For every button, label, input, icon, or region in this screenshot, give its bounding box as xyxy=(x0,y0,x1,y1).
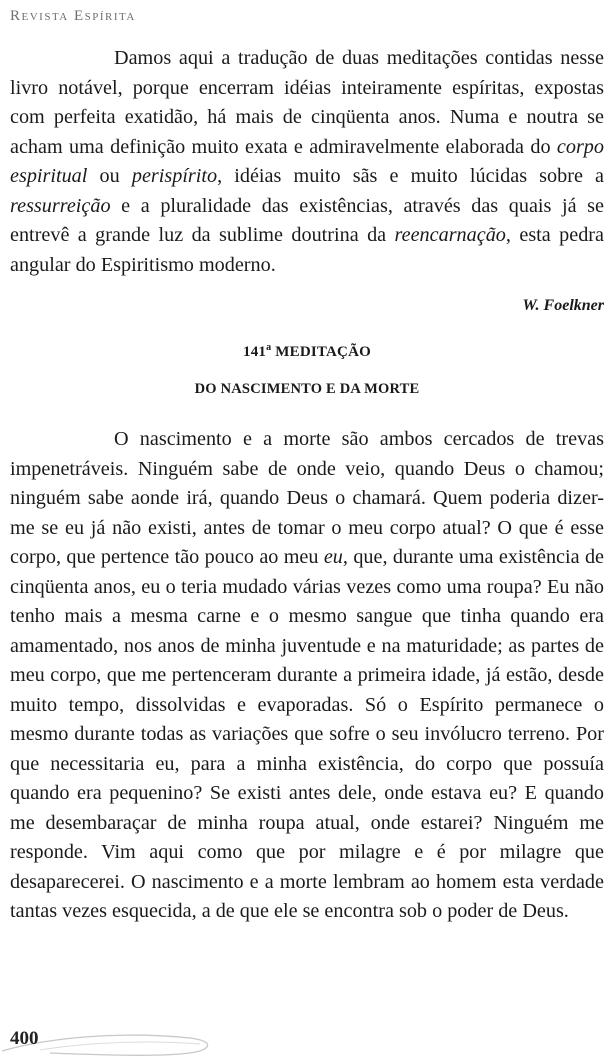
author-signature: W. Foelkner xyxy=(522,297,604,314)
section-word: MEDITAÇÃO xyxy=(275,344,371,360)
intro-text-4: e a pluralidade das existências, através das quais já se entrevê a grande luz da sublime doutrina da xyxy=(10,194,604,246)
intro-text-2: ou xyxy=(87,165,132,187)
intro-text-3: , idéias muito sãs e muito lúcidas sobre a xyxy=(217,165,604,187)
intro-text-5: , esta pedra angular do Espiritismo moderno. xyxy=(10,224,604,276)
intro-emphasis-ressurreicao: ressurreição xyxy=(10,194,111,217)
section-ordinal: a xyxy=(266,342,272,353)
running-header: Revista Espírita xyxy=(10,8,136,24)
intro-paragraph xyxy=(10,44,604,280)
page-body xyxy=(10,44,604,927)
meditation-text-2: , que, durante uma existência de cinqüenta anos, eu o teria mudado várias vezes como uma roupa? Eu não tenho mais a mesma carne e o mesmo sangue que tinha quando era amamentado, nos anos de minha juventude e na maturidade; as partes de meu corpo, que me pertenceram durante a primeira idade, já estão, desde muito tempo, dissolvidas e evaporadas. Só o Espírito permanece o mesmo durante todas as variações que sofre o seu invólucro terreno. Por que necessitaria eu, para a minha existência, do corpo que possuía quando era pequenino? Se existi antes dele, onde estava eu? E quando me desembaraçar de minha roupa atual, onde estarei? Ninguém me responde. Vim aqui como que por milagre e é por milagre que desaparecerei. O nascimento e a morte lembram ao homem esta verdade tantas vezes esquecida, a de que ele se encontra sob o poder de Deus. xyxy=(10,546,604,922)
page-footer xyxy=(0,1020,260,1057)
intro-text-1: Damos aqui a tradução de duas meditações contidas nesse livro notável, porque encerram idéias inteiramente espíritas, expostas com perfeita exatidão, há mais de cinqüenta anos. Numa e noutra se acham uma definição muito exata e admiravelmente elaborada do xyxy=(10,47,604,158)
intro-emphasis-reencarnacao: reencarnação xyxy=(394,224,506,246)
meditation-emphasis-eu: eu xyxy=(323,546,343,568)
intro-emphasis-perispirito: perispírito xyxy=(131,165,218,187)
page-number: 400 xyxy=(10,1028,39,1049)
meditation-paragraph xyxy=(10,425,604,927)
meditation-text-1: O nascimento e a morte são ambos cercados de trevas impenetráveis. Ninguém sabe de onde veio, quando Deus o chamou; ninguém sabe aonde irá, quando Deus o chamará. Quem poderia dizer-me se eu já não existi, antes de tomar o meu corpo atual? O que é esse corpo, que pertence tão pouco ao meu xyxy=(10,428,604,568)
section-number: 141 xyxy=(243,344,267,360)
footer-swoosh-icon xyxy=(0,1020,260,1057)
intro-emphasis-corpo-espiritual: corpo espiritual xyxy=(10,135,604,187)
section-subtitle: DO NASCIMENTO E DA MORTE xyxy=(194,381,420,397)
section-title xyxy=(10,342,604,362)
